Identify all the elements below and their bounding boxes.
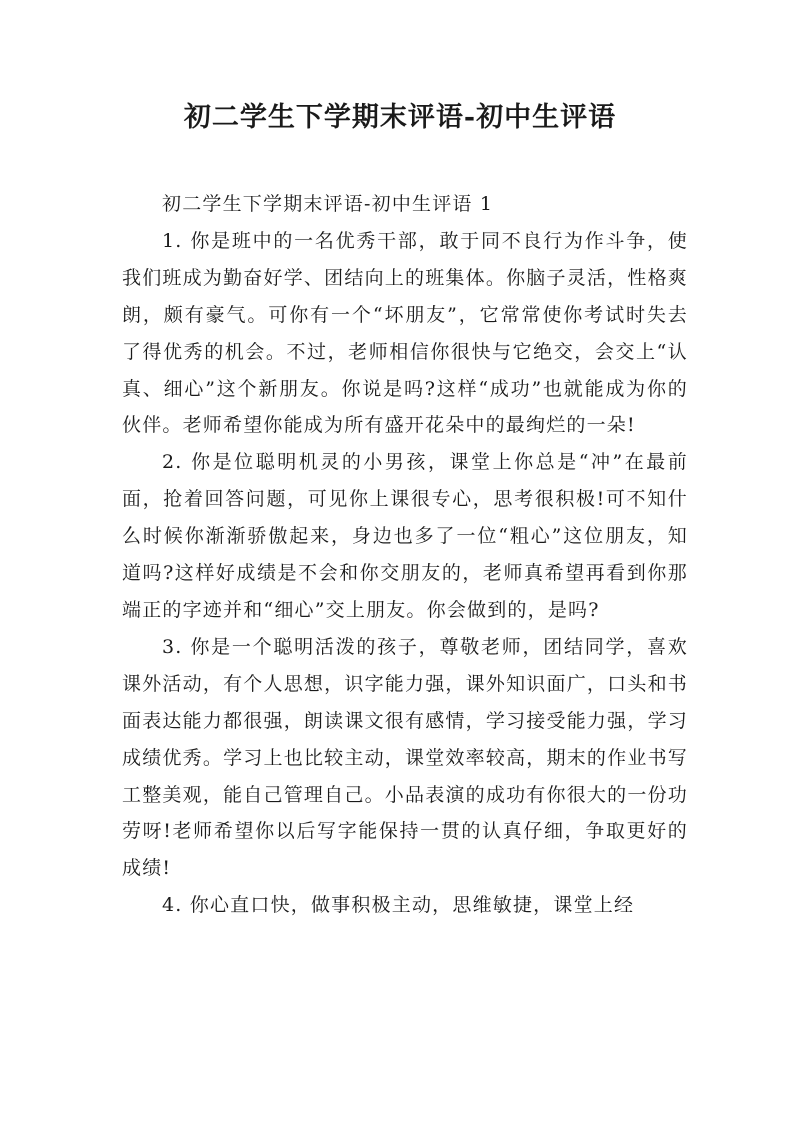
paragraph-3: 3. 你是一个聪明活泼的孩子，尊敬老师，团结同学，喜欢课外活动，有个人思想，识字能力强，课外知识面广，口头和书面表达能力都很强，朗读课文很有感情，学习接受能力强，学习成绩优秀。学习上也比较主动，课堂效率较高，期末的作业书写工整美观，能自己管理自己。小品表演的成功有你很大的一份功劳呀!老师希望你以后写字能保持一贯的认真仔细，争取更好的成绩! bbox=[122, 635, 688, 880]
paragraph-2: 2. 你是位聪明机灵的小男孩，课堂上你总是“冲”在最前面，抢着回答问题，可见你上课很专心，思考很积极!可不知什么时候你渐渐骄傲起来，身边也多了一位“粗心”这位朋友，知道吗?这样好成绩是不会和你交朋友的，老师真希望再看到你那端正的字迹并和“细心”交上朋友。你会做到的，是吗? bbox=[122, 451, 688, 621]
document-title: 初二学生下学期末评语-初中生评语 bbox=[183, 102, 617, 133]
section-subtitle: 初二学生下学期末评语-初中生评语 1 bbox=[162, 193, 494, 215]
paragraph-4: 4. 你心直口快，做事积极主动，思维敏捷，课堂上经 bbox=[162, 894, 635, 917]
document-body bbox=[122, 186, 688, 924]
paragraph-1: 1. 你是班中的一名优秀干部，敢于同不良行为作斗争，使我们班成为勤奋好学、团结向上的班集体。你脑子灵活，性格爽朗，颇有豪气。可你有一个“坏朋友”，它常常使你考试时失去了得优秀的机会。不过，老师相信你很快与它绝交，会交上“认真、细心”这个新朋友。你说是吗?这样“成功”也就能成为你的伙伴。老师希望你能成为所有盛开花朵中的最绚烂的一朵! bbox=[122, 229, 688, 437]
